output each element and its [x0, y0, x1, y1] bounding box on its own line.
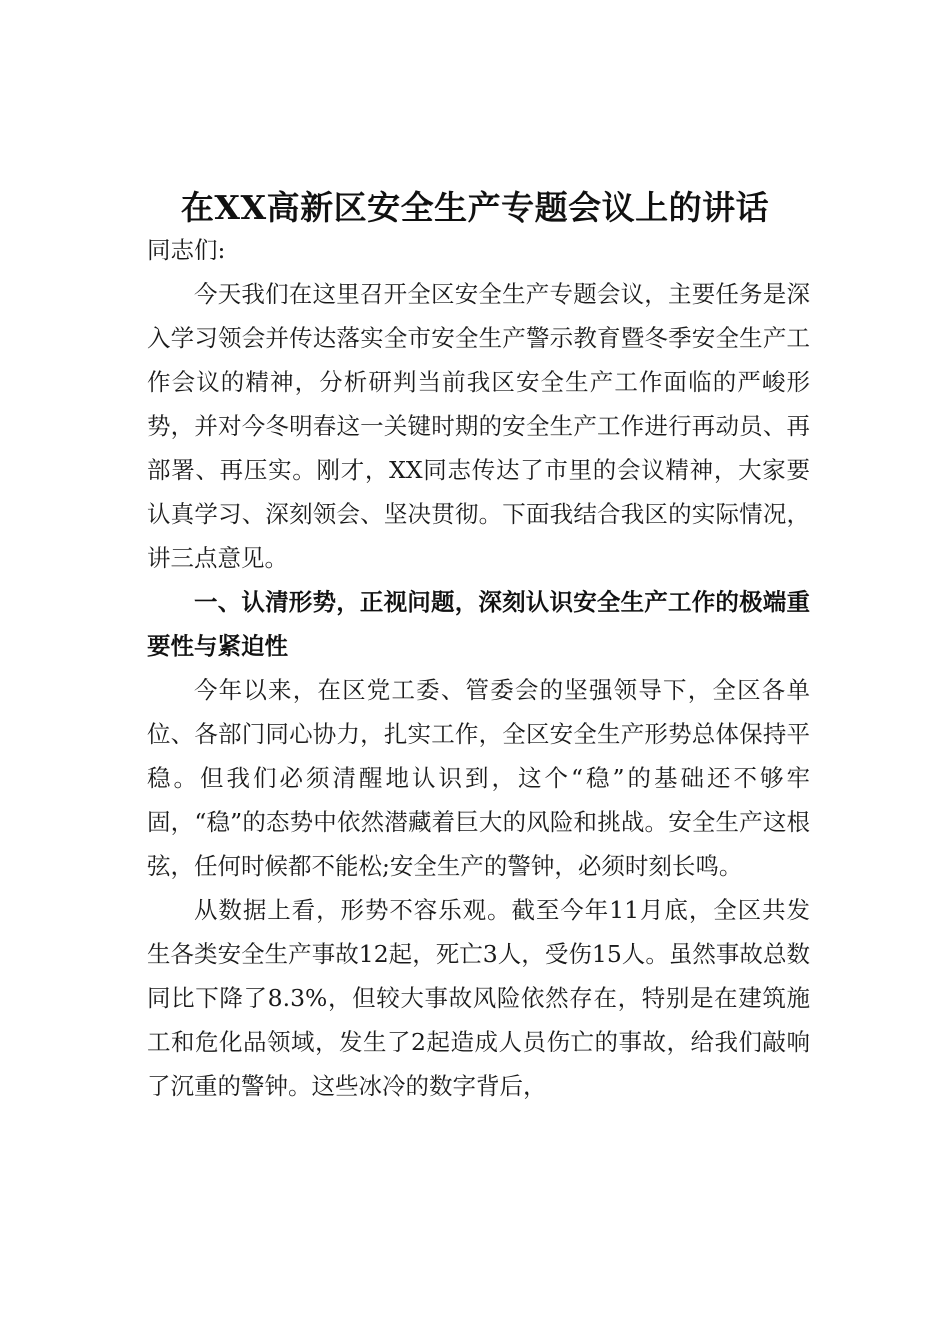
intro-paragraph: 今天我们在这里召开全区安全生产专题会议，主要任务是深入学习领会并传达落实全市安全生产警示教育暨冬季安全生产工作会议的精神，分析研判当前我区安全生产工作面临的严峻形势，并对今冬明春这一关键时期的安全生产工作进行再动员、再部署、再压实。刚才，XX同志传达了市里的会议精神，大家要认真学习、深刻领会、坚决贯彻。下面我结合我区的实际情况，讲三点意见。 — [147, 280, 810, 572]
document-title: 在XX高新区安全生产专题会议上的讲话 — [180, 188, 770, 228]
salutation: 同志们: — [147, 236, 226, 264]
section-paragraph: 今年以来，在区党工委、管委会的坚强领导下，全区各单位、各部门同心协力，扎实工作，全区安全生产形势总体保持平稳。但我们必须清醒地认识到，这个“稳”的基础还不够牢固，“稳”的态势中依然潜藏着巨大的风险和挑战。安全生产这根弦，任何时候都不能松;安全生产的警钟，必须时刻长鸣。 — [147, 676, 810, 880]
section-heading: 一、认清形势，正视问题，深刻认识安全生产工作的极端重要性与紧迫性 — [147, 588, 810, 660]
document-body — [147, 228, 810, 1108]
section-paragraph: 从数据上看，形势不容乐观。截至今年11月底，全区共发生各类安全生产事故12起，死亡3人，受伤15人。虽然事故总数同比下降了8.3%，但较大事故风险依然存在，特别是在建筑施工和危化品领域，发生了2起造成人员伤亡的事故，给我们敲响了沉重的警钟。这些冰冷的数字背后， — [147, 896, 810, 1100]
